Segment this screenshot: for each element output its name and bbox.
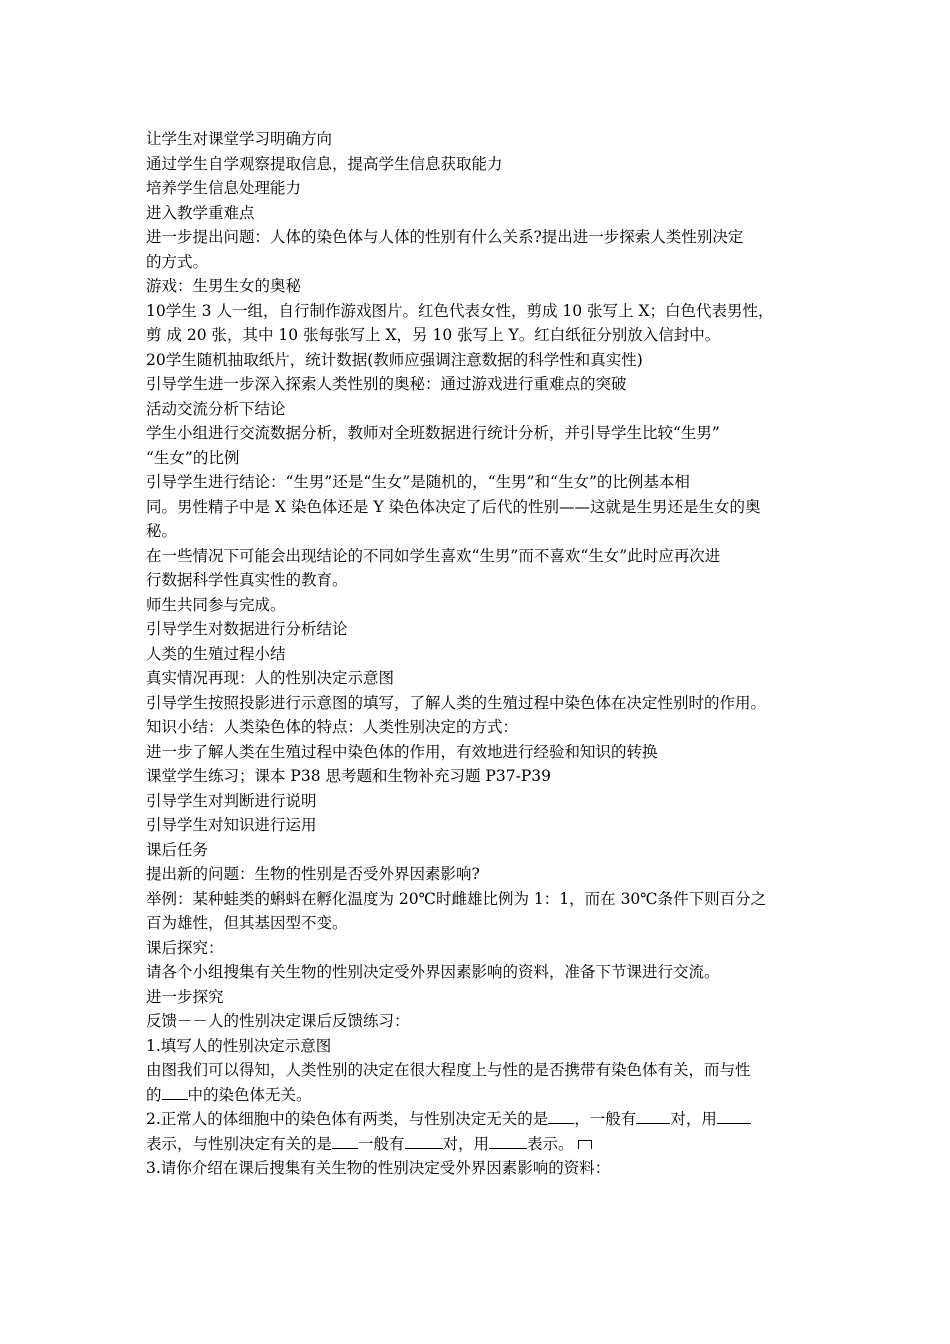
text-line: 课后任务 (146, 840, 209, 859)
text-line: 20学生随机抽取纸片，统计数据(教师应强调注意数据的科学性和真实性) (146, 350, 643, 369)
q1-pre-text: 的 (146, 1085, 162, 1104)
text-line: 同。男性精子中是 X 染色体还是 Y 染色体决定了后代的性别——这就是生男还是生女的奥 (146, 497, 761, 516)
text-line: 秘。 (146, 522, 178, 540)
text-line: 知识小结：人类染色体的特点：人类性别决定的方式： (146, 718, 519, 736)
text-line: “生女”的比例 (146, 448, 240, 467)
text-line: 请各个小组搜集有关生物的性别决定受外界因素影响的资料，准备下节课进行交流。 (146, 963, 720, 981)
text-line: 反馈－－人的性别决定课后反馈练习： (146, 1012, 410, 1030)
text-line: 进一步提出问题：人体的染色体与人体的性别有什么关系?提出进一步探索人类性别决定 (146, 228, 744, 246)
q2-text: 2.正常人的体细胞中的染色体有两类，与性别决定无关的是 (146, 1110, 549, 1128)
text-line: 引导学生按照投影进行示意图的填写，了解人类的生殖过程中染色体在决定性别时的作用。 (146, 693, 767, 712)
q2-text: 表示。 (527, 1134, 574, 1153)
text-line: 引导学生进一步深入探索人类性别的奥秘：通过游戏进行重难点的突破 (146, 375, 627, 393)
text-line: 百为雄性，但其基因型不变。 (146, 914, 348, 932)
text-line: 培养学生信息处理能力 (146, 179, 302, 197)
answer-blank (548, 1107, 574, 1124)
text-line: 提出新的问题：生物的性别是否受外界因素影响? (146, 865, 480, 883)
text-line: 1.填写人的性别决定示意图 (146, 1036, 332, 1055)
text-line: 活动交流分析下结论 (146, 399, 286, 418)
answer-blank (636, 1107, 670, 1124)
q2-text: 对，用 (442, 1134, 490, 1153)
text-line: 行数据科学性真实性的教育。 (146, 571, 348, 589)
question-1-tail (146, 1083, 816, 1108)
text-line: 引导学生对知识进行运用 (146, 816, 317, 834)
answer-blank (162, 1083, 188, 1100)
answer-blank (489, 1132, 527, 1149)
text-line: 引导学生对数据进行分析结论 (146, 620, 348, 638)
text-line: 进一步探究 (146, 987, 224, 1006)
question-3: 3.请你介绍在课后搜集有关生物的性别决定受外界因素影响的资料： (146, 1159, 611, 1177)
answer-blank (717, 1107, 751, 1124)
text-line: 通过学生自学观察提取信息，提高学生信息获取能力 (146, 154, 503, 173)
text-line: 游戏：生男生女的奥秘 (146, 277, 302, 295)
q2-text: 对，用 (670, 1110, 717, 1128)
text-line: 进入教学重难点 (146, 203, 255, 222)
q2-text: 表示，与性别决定有关的是 (146, 1134, 333, 1153)
answer-blank (332, 1132, 358, 1149)
text-line: 师生共同参与完成。 (146, 595, 286, 614)
text-line: 引导学生进行结论：“生男”还是“生女”是随机的，“生男”和“生女”的比例基本相 (146, 473, 690, 491)
q2-text: 一般有 (358, 1134, 405, 1153)
text-line: 10学生 3 人一组，自行制作游戏图片。红色代表女性，剪成 10 张写上 X；白色代表男性， (146, 301, 774, 320)
text-line: 学生小组进行交流数据分析，教师对全班数据进行统计分析，并引导学生比较“生男” (146, 424, 720, 442)
q2-text: ，一般有 (574, 1110, 637, 1128)
text-line: 的方式。 (146, 252, 209, 271)
q1-post-text: 中的染色体无关。 (187, 1085, 312, 1104)
text-line: 剪 成 20 张，其中 10 张每张写上 X，另 10 张写上 Y。红白纸征分别放入信封中。 (146, 326, 721, 344)
text-line: 由图我们可以得知，人类性别的决定在很大程度上与性的是否携带有染色体有关，而与性 (146, 1061, 751, 1079)
text-line: 在一些情况下可能会出现结论的不同如学生喜欢“生男”而不喜欢“生女”此时应再次进 (146, 546, 721, 565)
text-line: 课堂学生练习；课本 P38 思考题和生物补充习题 P37-P39 (146, 767, 551, 785)
question-2-line-2 (146, 1132, 816, 1157)
text-line: 课后探究： (146, 938, 224, 957)
answer-blank (405, 1132, 443, 1149)
text-line: 引导学生对判断进行说明 (146, 791, 317, 810)
text-line: 真实情况再现：人的性别决定示意图 (146, 669, 395, 687)
text-line: 让学生对课堂学习明确方向 (146, 130, 333, 148)
text-line: 举例：某种蛙类的蝌蚪在孵化温度为 20℃时雌雄比例为 1：1，而在 30℃条件下则百分之 (146, 889, 767, 908)
text-line: 进一步了解人类在生殖过程中染色体的作用，有效地进行经验和知识的转换 (146, 742, 658, 761)
question-2-line-1 (146, 1107, 816, 1132)
text-line: 人类的生殖过程小结 (146, 644, 286, 663)
corner-mark-icon (578, 1140, 592, 1149)
document-body (146, 127, 816, 1181)
